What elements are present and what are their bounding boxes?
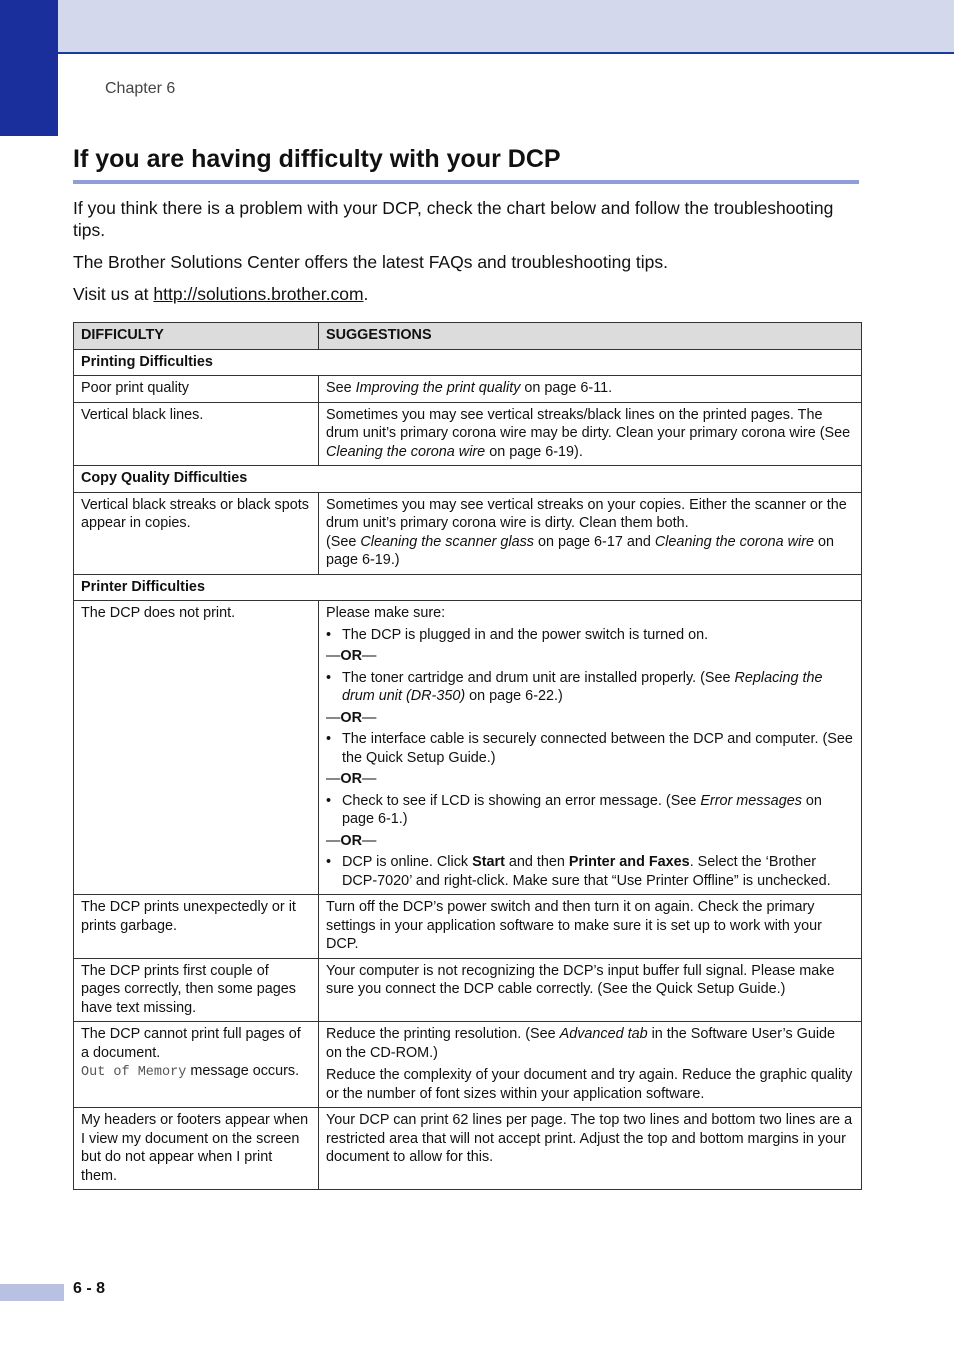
suggestion-cell bbox=[319, 492, 862, 574]
suggestion-text: Reduce the complexity of your document and try again. Reduce the graphic quality or the number of font sizes within your application software. bbox=[326, 1067, 853, 1102]
bullet-text: on page 6-1.) bbox=[342, 792, 822, 827]
table-row bbox=[74, 492, 862, 574]
table-header-row bbox=[74, 323, 862, 350]
suggestion-text: Sometimes you may see vertical streaks/black lines on the printed pages. The drum unit’s primary corona wire may be dirty. Clean your primary corona wire (See bbox=[326, 406, 851, 441]
visit-prefix: Visit us at bbox=[73, 284, 154, 304]
section-row bbox=[74, 349, 862, 376]
cross-reference: Advanced tab bbox=[559, 1026, 648, 1042]
header-band bbox=[0, 0, 954, 54]
difficulty-cell: The DCP prints unexpectedly or it prints garbage. bbox=[74, 895, 319, 959]
cross-reference: Cleaning the scanner glass bbox=[360, 533, 535, 550]
difficulty-cell: Poor print quality bbox=[74, 376, 319, 403]
bullet-text: on page 6-22.) bbox=[465, 688, 563, 704]
text-part: on page 6-19.) bbox=[326, 533, 835, 568]
suggestion-cell bbox=[319, 402, 862, 466]
dash: — bbox=[361, 771, 377, 787]
text-part: in the Software User’s Guide on the CD-ROM.) bbox=[326, 1026, 836, 1061]
table-row bbox=[74, 895, 862, 959]
text-part: (See bbox=[326, 533, 361, 550]
text-part: message occurs. bbox=[186, 1063, 300, 1079]
dash: — bbox=[361, 709, 377, 726]
text-part: Reduce the printing resolution. (See bbox=[326, 1026, 560, 1042]
intro-visit-line bbox=[73, 283, 863, 305]
section-printer-difficulties: Printer Difficulties bbox=[74, 574, 862, 601]
bullet-item bbox=[326, 730, 854, 767]
page-title: If you are having difficulty with your DCP bbox=[73, 145, 561, 173]
suggestion-cell bbox=[319, 376, 862, 403]
suggestion-cell bbox=[319, 601, 862, 895]
or-separator bbox=[326, 770, 854, 789]
table-row bbox=[74, 402, 862, 466]
suggestion-cell: Your DCP can print 62 lines per page. The top two lines and bottom two lines are a restricted area that will not accept print. Adjust the top and bottom margins in your document to allow for this. bbox=[319, 1108, 862, 1190]
ui-term: Start bbox=[472, 854, 505, 870]
column-header-difficulty: DIFFICULTY bbox=[74, 323, 319, 350]
chapter-tab-block bbox=[0, 0, 58, 136]
table-row bbox=[74, 1108, 862, 1190]
difficulty-text: The DCP cannot print full pages of a document. bbox=[81, 1026, 301, 1061]
difficulty-cell: Vertical black lines. bbox=[74, 402, 319, 466]
difficulty-text bbox=[81, 1062, 311, 1083]
intro-paragraph: The Brother Solutions Center offers the latest FAQs and troubleshooting tips. bbox=[73, 252, 669, 272]
dash: — bbox=[326, 709, 341, 726]
table-row bbox=[74, 958, 862, 1022]
suggestion-text: Sometimes you may see vertical streaks on your copies. Either the scanner or the drum unit’s primary corona wire is dirty. Clean them both. bbox=[326, 496, 847, 531]
bullet-text: DCP is online. Click bbox=[342, 854, 473, 870]
suggestion-text bbox=[326, 533, 854, 570]
suggestion-intro: Please make sure: bbox=[326, 605, 446, 621]
cross-reference: Cleaning the corona wire bbox=[654, 533, 815, 550]
difficulty-cell: The DCP does not print. bbox=[74, 601, 319, 895]
suggestion-cell: Turn off the DCP’s power switch and then turn it on again. Check the primary settings in your application software to make sure it is set up to work with your DCP. bbox=[319, 895, 862, 959]
suggestion-cell bbox=[319, 1022, 862, 1108]
bullet-text: The toner cartridge and drum unit are installed properly. (See bbox=[342, 669, 735, 686]
cross-reference: Cleaning the corona wire bbox=[326, 443, 486, 460]
difficulty-cell bbox=[74, 1022, 319, 1108]
table-row bbox=[74, 1022, 862, 1108]
section-copy-quality-difficulties: Copy Quality Difficulties bbox=[74, 466, 862, 493]
dash: — bbox=[326, 648, 341, 664]
dash: — bbox=[326, 832, 341, 849]
bullet-icon: • bbox=[326, 731, 332, 747]
cross-reference: Replacing the drum unit (DR-350) bbox=[342, 669, 823, 704]
ui-term: Printer and Faxes bbox=[568, 854, 690, 870]
visit-suffix: . bbox=[363, 284, 369, 304]
suggestion-text: on page 6-19). bbox=[485, 443, 583, 460]
solutions-center-link[interactable]: http://solutions.brother.com bbox=[153, 284, 364, 304]
intro-section bbox=[73, 197, 863, 315]
section-row bbox=[74, 574, 862, 601]
suggestion-text: on page 6-11. bbox=[520, 380, 613, 396]
table-row bbox=[74, 376, 862, 403]
or-separator bbox=[326, 832, 854, 851]
bullet-icon: • bbox=[326, 669, 332, 686]
error-message-code: Out of Memory bbox=[81, 1065, 187, 1080]
or-separator bbox=[326, 709, 854, 728]
bullet-item bbox=[326, 853, 854, 890]
difficulty-cell: My headers or footers appear when I view my document on the screen but do not appear when I print them. bbox=[74, 1108, 319, 1190]
bullet-text: and then bbox=[504, 854, 569, 870]
chapter-label: Chapter 6 bbox=[105, 80, 176, 97]
bullet-item bbox=[326, 669, 854, 706]
intro-paragraph: If you think there is a problem with your DCP, check the chart below and follow the troubleshooting tips. bbox=[73, 198, 834, 240]
table-row bbox=[74, 601, 862, 895]
dash: — bbox=[361, 648, 377, 664]
bullet-icon: • bbox=[326, 626, 332, 643]
suggestion-cell: Your computer is not recognizing the DCP’s input buffer full signal. Please make sure you connect the DCP cable correctly. (See the Quick Setup Guide.) bbox=[319, 958, 862, 1022]
bullet-text: Check to see if LCD is showing an error message. (See bbox=[342, 792, 701, 809]
bullet-text: . Select the ‘Brother DCP-7020’ and right-click. Make sure that “Use Printer Offline” is unchecked. bbox=[342, 854, 831, 889]
text-part: on page 6-17 and bbox=[534, 533, 655, 550]
bullet-text: The interface cable is securely connected between the DCP and computer. (See the Quick Setup Guide.) bbox=[342, 731, 853, 766]
or-separator bbox=[326, 647, 854, 666]
difficulty-cell: Vertical black streaks or black spots appear in copies. bbox=[74, 492, 319, 574]
column-header-suggestions: SUGGESTIONS bbox=[319, 323, 862, 350]
or-label: OR bbox=[340, 709, 362, 726]
or-label: OR bbox=[340, 832, 362, 849]
bullet-text: The DCP is plugged in and the power switch is turned on. bbox=[342, 626, 709, 643]
bullet-icon: • bbox=[326, 792, 332, 809]
troubleshooting-table bbox=[73, 322, 862, 1190]
difficulty-cell: The DCP prints first couple of pages correctly, then some pages have text missing. bbox=[74, 958, 319, 1022]
title-underline bbox=[73, 180, 859, 184]
or-label: OR bbox=[340, 648, 362, 664]
suggestion-text: See bbox=[326, 380, 356, 396]
cross-reference: Error messages bbox=[700, 792, 802, 809]
section-printing-difficulties: Printing Difficulties bbox=[74, 349, 862, 376]
section-row bbox=[74, 466, 862, 493]
bullet-item bbox=[326, 792, 854, 829]
or-label: OR bbox=[340, 771, 362, 787]
dash: — bbox=[326, 771, 341, 787]
page-number: 6 - 8 bbox=[73, 1280, 106, 1297]
suggestion-text bbox=[326, 1025, 854, 1062]
bullet-icon: • bbox=[326, 854, 332, 870]
footer-bar bbox=[0, 1284, 64, 1301]
bullet-item bbox=[326, 626, 854, 645]
dash: — bbox=[361, 832, 377, 849]
cross-reference: Improving the print quality bbox=[355, 380, 521, 396]
